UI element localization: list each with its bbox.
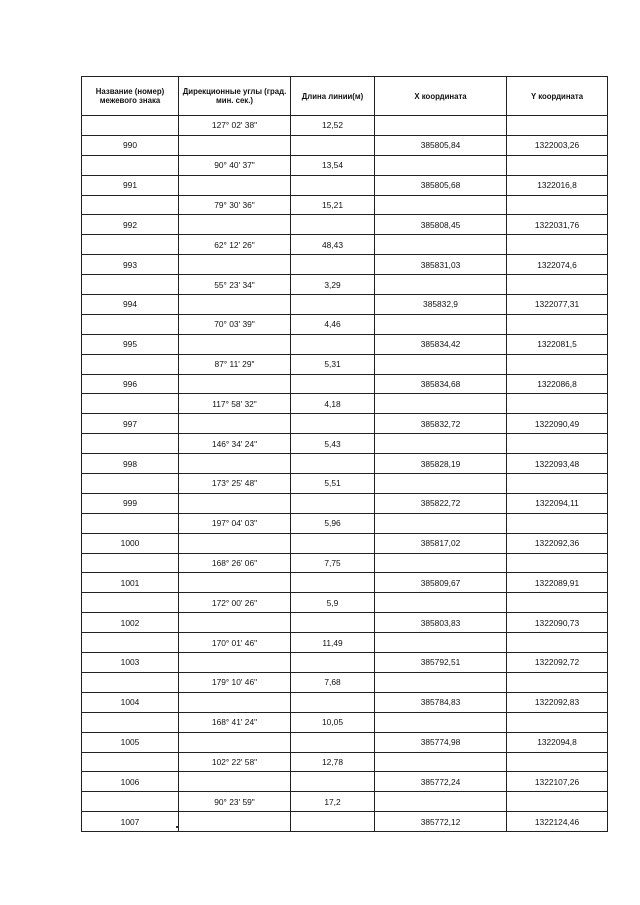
point-row	[82, 255, 608, 275]
empty-cell	[291, 772, 375, 792]
empty-cell	[291, 255, 375, 275]
x-coordinate-cell: 385803,83	[375, 613, 507, 633]
header-length: Длина линии(м)	[291, 77, 375, 116]
y-coordinate-cell: 1322124,46	[507, 812, 608, 832]
boundary-table-sheet	[81, 76, 607, 832]
x-coordinate-cell: 385809,67	[375, 573, 507, 593]
empty-cell	[375, 116, 507, 136]
empty-cell	[179, 613, 291, 633]
empty-cell	[375, 712, 507, 732]
boundary-coordinates-table	[81, 76, 608, 832]
segment-row	[82, 434, 608, 454]
y-coordinate-cell: 1322090,49	[507, 414, 608, 434]
length-cell: 7,75	[291, 553, 375, 573]
segment-row	[82, 513, 608, 533]
empty-cell	[375, 633, 507, 653]
y-coordinate-cell: 1322003,26	[507, 135, 608, 155]
segment-row	[82, 235, 608, 255]
x-coordinate-cell: 385774,98	[375, 732, 507, 752]
angle-cell: 90° 23' 59"	[179, 792, 291, 812]
empty-cell	[291, 533, 375, 553]
x-coordinate-cell: 385834,68	[375, 374, 507, 394]
y-coordinate-cell: 1322107,26	[507, 772, 608, 792]
empty-cell	[507, 195, 608, 215]
point-name-cell: 990	[82, 135, 179, 155]
empty-cell	[375, 354, 507, 374]
x-coordinate-cell: 385822,72	[375, 493, 507, 513]
empty-cell	[82, 672, 179, 692]
point-row	[82, 175, 608, 195]
point-row	[82, 573, 608, 593]
segment-row	[82, 752, 608, 772]
empty-cell	[375, 434, 507, 454]
segment-row	[82, 275, 608, 295]
point-row	[82, 772, 608, 792]
point-row	[82, 135, 608, 155]
empty-cell	[375, 314, 507, 334]
empty-cell	[179, 215, 291, 235]
empty-cell	[179, 772, 291, 792]
empty-cell	[82, 513, 179, 533]
empty-cell	[179, 374, 291, 394]
empty-cell	[291, 613, 375, 633]
empty-cell	[82, 752, 179, 772]
angle-cell: 173° 25' 48"	[179, 474, 291, 494]
empty-cell	[375, 195, 507, 215]
header-name: Название (номер) межевого знака	[82, 77, 179, 116]
y-coordinate-cell: 1322016,8	[507, 175, 608, 195]
empty-cell	[507, 593, 608, 613]
x-coordinate-cell: 385792,51	[375, 653, 507, 673]
empty-cell	[375, 235, 507, 255]
point-row	[82, 215, 608, 235]
empty-cell	[291, 573, 375, 593]
angle-cell: 102° 22' 58"	[179, 752, 291, 772]
empty-cell	[291, 414, 375, 434]
angle-cell: 168° 41' 24"	[179, 712, 291, 732]
empty-cell	[179, 295, 291, 315]
empty-cell	[507, 672, 608, 692]
length-cell: 5,43	[291, 434, 375, 454]
segment-row	[82, 633, 608, 653]
segment-row	[82, 314, 608, 334]
empty-cell	[179, 454, 291, 474]
x-coordinate-cell: 385808,45	[375, 215, 507, 235]
empty-cell	[507, 275, 608, 295]
empty-cell	[375, 593, 507, 613]
segment-row	[82, 553, 608, 573]
empty-cell	[291, 653, 375, 673]
empty-cell	[291, 732, 375, 752]
empty-cell	[291, 493, 375, 513]
empty-cell	[507, 314, 608, 334]
segment-row	[82, 792, 608, 812]
point-name-cell: 998	[82, 454, 179, 474]
angle-cell: 146° 34' 24"	[179, 434, 291, 454]
point-name-cell: 1003	[82, 653, 179, 673]
angle-cell: 55° 23' 34"	[179, 275, 291, 295]
empty-cell	[291, 215, 375, 235]
empty-cell	[82, 712, 179, 732]
x-coordinate-cell: 385805,68	[375, 175, 507, 195]
length-cell: 48,43	[291, 235, 375, 255]
point-name-cell: 996	[82, 374, 179, 394]
y-coordinate-cell: 1322094,11	[507, 493, 608, 513]
x-coordinate-cell: 385832,72	[375, 414, 507, 434]
angle-cell: 127° 02' 38"	[179, 116, 291, 136]
point-row	[82, 295, 608, 315]
empty-cell	[375, 513, 507, 533]
empty-cell	[179, 414, 291, 434]
angle-cell: 197° 04' 03"	[179, 513, 291, 533]
x-coordinate-cell: 385772,12	[375, 812, 507, 832]
empty-cell	[291, 334, 375, 354]
point-name-cell: 1007	[82, 812, 179, 832]
point-row	[82, 692, 608, 712]
empty-cell	[375, 553, 507, 573]
angle-cell: 79° 30' 36"	[179, 195, 291, 215]
point-name-cell: 994	[82, 295, 179, 315]
empty-cell	[82, 195, 179, 215]
point-row	[82, 613, 608, 633]
point-name-cell: 1002	[82, 613, 179, 633]
empty-cell	[507, 116, 608, 136]
empty-cell	[291, 692, 375, 712]
empty-cell	[375, 474, 507, 494]
empty-cell	[179, 334, 291, 354]
point-name-cell: 999	[82, 493, 179, 513]
empty-cell	[375, 672, 507, 692]
empty-cell	[507, 155, 608, 175]
empty-cell	[291, 454, 375, 474]
length-cell: 4,18	[291, 394, 375, 414]
segment-row	[82, 354, 608, 374]
y-coordinate-cell: 1322074,6	[507, 255, 608, 275]
empty-cell	[179, 653, 291, 673]
empty-cell	[82, 275, 179, 295]
empty-cell	[82, 553, 179, 573]
length-cell: 7,68	[291, 672, 375, 692]
empty-cell	[507, 633, 608, 653]
scan-speck	[176, 826, 178, 828]
x-coordinate-cell: 385784,83	[375, 692, 507, 712]
empty-cell	[82, 235, 179, 255]
empty-cell	[82, 394, 179, 414]
empty-cell	[179, 493, 291, 513]
angle-cell: 172° 00' 26"	[179, 593, 291, 613]
empty-cell	[291, 175, 375, 195]
empty-cell	[291, 374, 375, 394]
segment-row	[82, 394, 608, 414]
empty-cell	[179, 573, 291, 593]
point-name-cell: 992	[82, 215, 179, 235]
empty-cell	[179, 533, 291, 553]
length-cell: 5,9	[291, 593, 375, 613]
y-coordinate-cell: 1322077,31	[507, 295, 608, 315]
empty-cell	[82, 116, 179, 136]
y-coordinate-cell: 1322092,36	[507, 533, 608, 553]
empty-cell	[507, 434, 608, 454]
angle-cell: 62° 12' 26"	[179, 235, 291, 255]
x-coordinate-cell: 385817,02	[375, 533, 507, 553]
length-cell: 11,49	[291, 633, 375, 653]
empty-cell	[375, 752, 507, 772]
y-coordinate-cell: 1322031,76	[507, 215, 608, 235]
empty-cell	[375, 275, 507, 295]
empty-cell	[291, 295, 375, 315]
x-coordinate-cell: 385805,84	[375, 135, 507, 155]
point-row	[82, 334, 608, 354]
empty-cell	[375, 394, 507, 414]
x-coordinate-cell: 385828,19	[375, 454, 507, 474]
point-name-cell: 1000	[82, 533, 179, 553]
x-coordinate-cell: 385832,9	[375, 295, 507, 315]
empty-cell	[179, 255, 291, 275]
y-coordinate-cell: 1322089,91	[507, 573, 608, 593]
length-cell: 5,51	[291, 474, 375, 494]
point-row	[82, 732, 608, 752]
empty-cell	[507, 513, 608, 533]
empty-cell	[82, 474, 179, 494]
length-cell: 12,52	[291, 116, 375, 136]
empty-cell	[82, 354, 179, 374]
point-name-cell: 991	[82, 175, 179, 195]
table-body	[82, 116, 608, 832]
header-angle: Дирекционные углы (град. мин. сек.)	[179, 77, 291, 116]
point-name-cell: 997	[82, 414, 179, 434]
y-coordinate-cell: 1322092,83	[507, 692, 608, 712]
point-name-cell: 1005	[82, 732, 179, 752]
empty-cell	[507, 394, 608, 414]
empty-cell	[82, 155, 179, 175]
empty-cell	[507, 792, 608, 812]
header-y: Y координата	[507, 77, 608, 116]
empty-cell	[507, 752, 608, 772]
angle-cell: 70° 03' 39"	[179, 314, 291, 334]
point-name-cell: 993	[82, 255, 179, 275]
angle-cell: 87° 11' 29"	[179, 354, 291, 374]
length-cell: 5,96	[291, 513, 375, 533]
segment-row	[82, 672, 608, 692]
length-cell: 12,78	[291, 752, 375, 772]
empty-cell	[82, 792, 179, 812]
empty-cell	[82, 593, 179, 613]
point-row	[82, 414, 608, 434]
length-cell: 15,21	[291, 195, 375, 215]
point-row	[82, 454, 608, 474]
empty-cell	[507, 712, 608, 732]
y-coordinate-cell: 1322092,72	[507, 653, 608, 673]
y-coordinate-cell: 1322094,8	[507, 732, 608, 752]
header-x: X координата	[375, 77, 507, 116]
empty-cell	[291, 135, 375, 155]
length-cell: 10,05	[291, 712, 375, 732]
segment-row	[82, 155, 608, 175]
length-cell: 4,46	[291, 314, 375, 334]
y-coordinate-cell: 1322081,5	[507, 334, 608, 354]
point-row	[82, 812, 608, 832]
empty-cell	[179, 812, 291, 832]
segment-row	[82, 116, 608, 136]
point-row	[82, 533, 608, 553]
empty-cell	[82, 314, 179, 334]
point-name-cell: 1004	[82, 692, 179, 712]
angle-cell: 90° 40' 37"	[179, 155, 291, 175]
empty-cell	[291, 812, 375, 832]
empty-cell	[82, 434, 179, 454]
point-name-cell: 1001	[82, 573, 179, 593]
empty-cell	[179, 175, 291, 195]
point-row	[82, 374, 608, 394]
angle-cell: 117° 58' 32"	[179, 394, 291, 414]
length-cell: 17,2	[291, 792, 375, 812]
length-cell: 13,54	[291, 155, 375, 175]
table-header-row	[82, 77, 608, 116]
empty-cell	[507, 553, 608, 573]
segment-row	[82, 195, 608, 215]
x-coordinate-cell: 385831,03	[375, 255, 507, 275]
point-name-cell: 995	[82, 334, 179, 354]
segment-row	[82, 474, 608, 494]
empty-cell	[375, 155, 507, 175]
empty-cell	[507, 354, 608, 374]
empty-cell	[179, 692, 291, 712]
y-coordinate-cell: 1322090,73	[507, 613, 608, 633]
segment-row	[82, 593, 608, 613]
empty-cell	[507, 235, 608, 255]
angle-cell: 168° 26' 06"	[179, 553, 291, 573]
point-name-cell: 1006	[82, 772, 179, 792]
angle-cell: 179° 10' 46"	[179, 672, 291, 692]
empty-cell	[179, 732, 291, 752]
y-coordinate-cell: 1322093,48	[507, 454, 608, 474]
empty-cell	[82, 633, 179, 653]
empty-cell	[179, 135, 291, 155]
length-cell: 5,31	[291, 354, 375, 374]
empty-cell	[375, 792, 507, 812]
point-row	[82, 653, 608, 673]
empty-cell	[507, 474, 608, 494]
x-coordinate-cell: 385772,24	[375, 772, 507, 792]
segment-row	[82, 712, 608, 732]
y-coordinate-cell: 1322086,8	[507, 374, 608, 394]
point-row	[82, 493, 608, 513]
x-coordinate-cell: 385834,42	[375, 334, 507, 354]
length-cell: 3,29	[291, 275, 375, 295]
angle-cell: 170° 01' 46"	[179, 633, 291, 653]
